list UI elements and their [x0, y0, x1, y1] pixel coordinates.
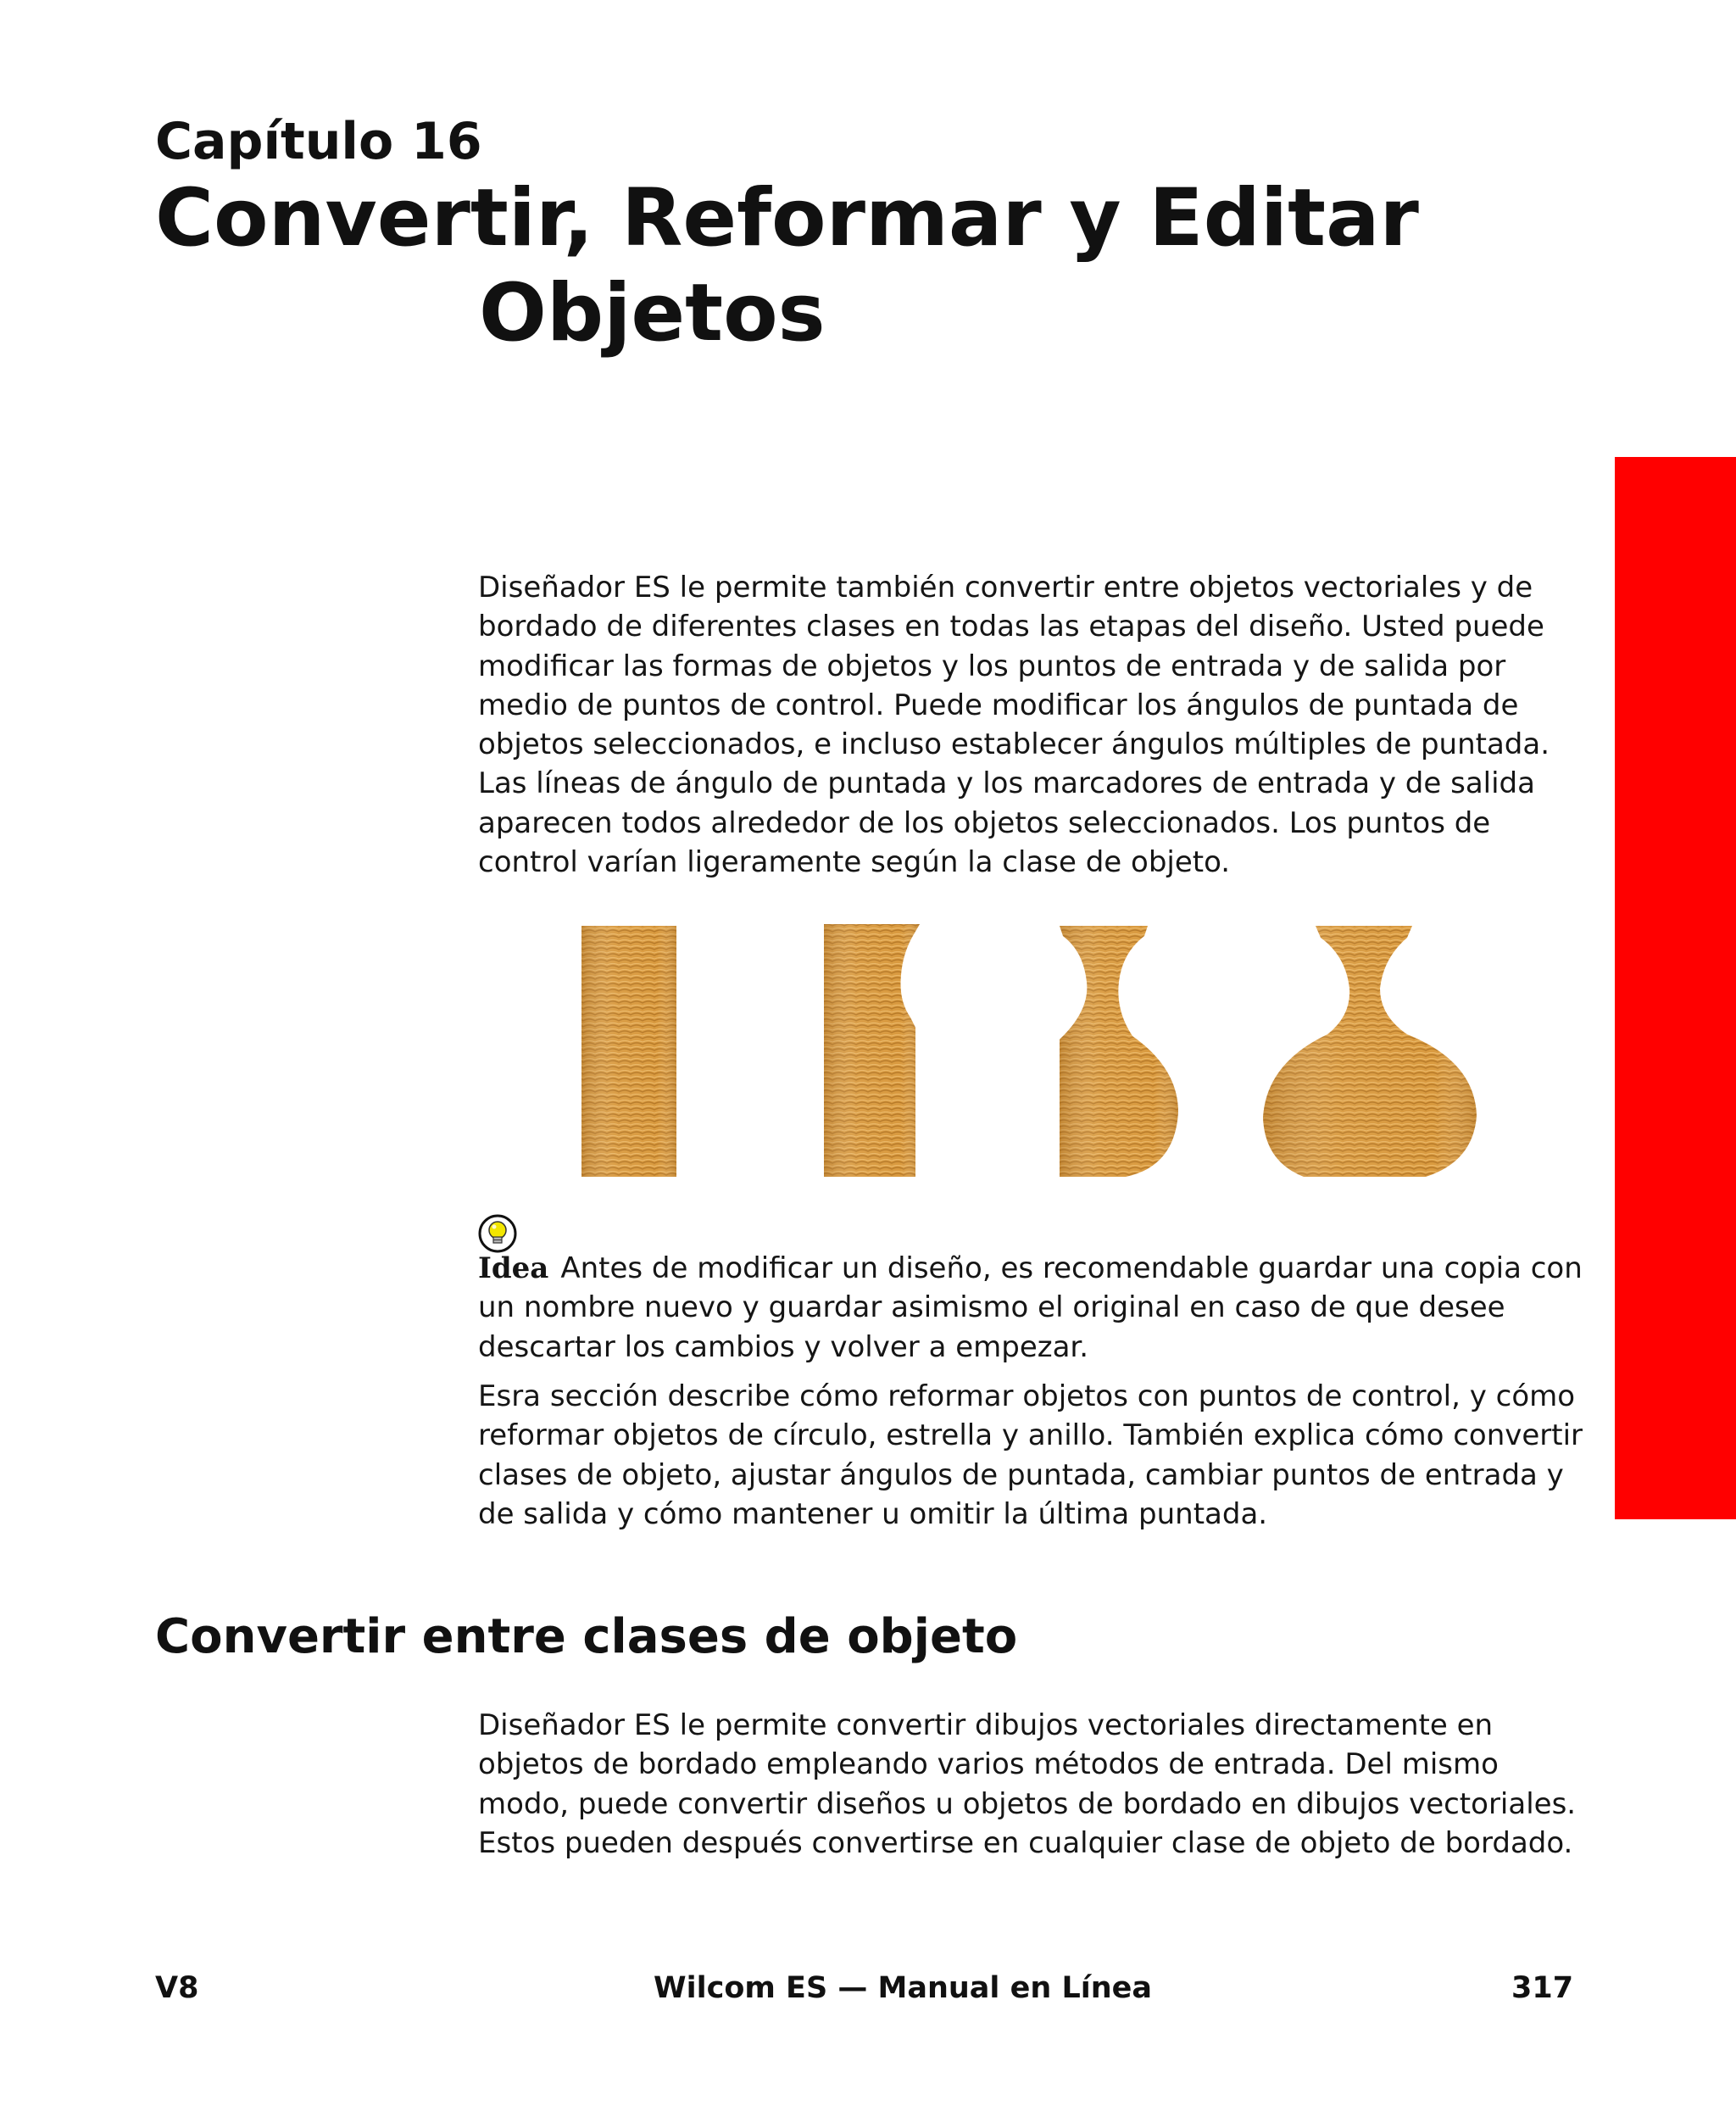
chapter-side-tab [1615, 457, 1736, 1519]
section-heading: Convertir entre clases de objeto [155, 1609, 1018, 1664]
chapter-title-line2: Objetos [479, 267, 826, 359]
chapter-label: Capítulo 16 [155, 112, 482, 171]
vase-shape-2 [824, 924, 920, 1177]
idea-note [478, 1249, 1589, 1367]
footer-version: V8 [155, 1971, 199, 2005]
footer-title: Wilcom ES — Manual en Línea [653, 1971, 1153, 2005]
vase-shape-4 [1263, 926, 1477, 1177]
lightbulb-icon [478, 1214, 517, 1253]
embroidery-reshape-illustration [559, 916, 1509, 1187]
vase-shape-3 [1060, 926, 1178, 1177]
idea-label: Idea [478, 1251, 549, 1285]
chapter-title [155, 171, 1477, 361]
chapter-title-line1: Convertir, Reformar y Editar [155, 172, 1419, 265]
section-overview-paragraph: Esra sección describe cómo reformar objetos con puntos de control, y cómo reformar objetos de círculo, estrella y anillo. También explica cómo convertir clases de objeto, ajustar ángulos de puntada, cambiar puntos de entrada y de salida y cómo mantener u omitir la última puntada. [478, 1379, 1583, 1531]
footer-page-number: 317 [1511, 1971, 1574, 2005]
section-paragraph: Diseñador ES le permite convertir dibujos vectoriales directamente en objetos de bordado empleando varios métodos de entrada. Del mismo modo, puede convertir diseños u objetos de bordado en dibujos vectoriales. Estos pueden después convertirse en cualquier clase de objeto de bordado. [478, 1708, 1577, 1860]
intro-paragraph: Diseñador ES le permite también convertir entre objetos vectoriales y de bordado de diferentes clases en todas las etapas del diseño. Usted puede modificar las formas de objetos y los puntos de entrada y de salida por medio de puntos de control. Puede modificar los ángulos de puntada de objetos seleccionados, e incluso establecer ángulos múltiples de puntada. Las líneas de ángulo de puntada y los marcadores de entrada y de salida aparecen todos alrededor de los objetos seleccionados. Los puntos de control varían ligeramente según la clase de objeto. [478, 571, 1550, 880]
vase-shape-1 [581, 926, 676, 1177]
idea-text: Antes de modificar un diseño, es recomendable guardar una copia con un nombre nuevo y guardar asimismo el original en caso de que desee descartar los cambios y volver a empezar. [478, 1251, 1583, 1364]
